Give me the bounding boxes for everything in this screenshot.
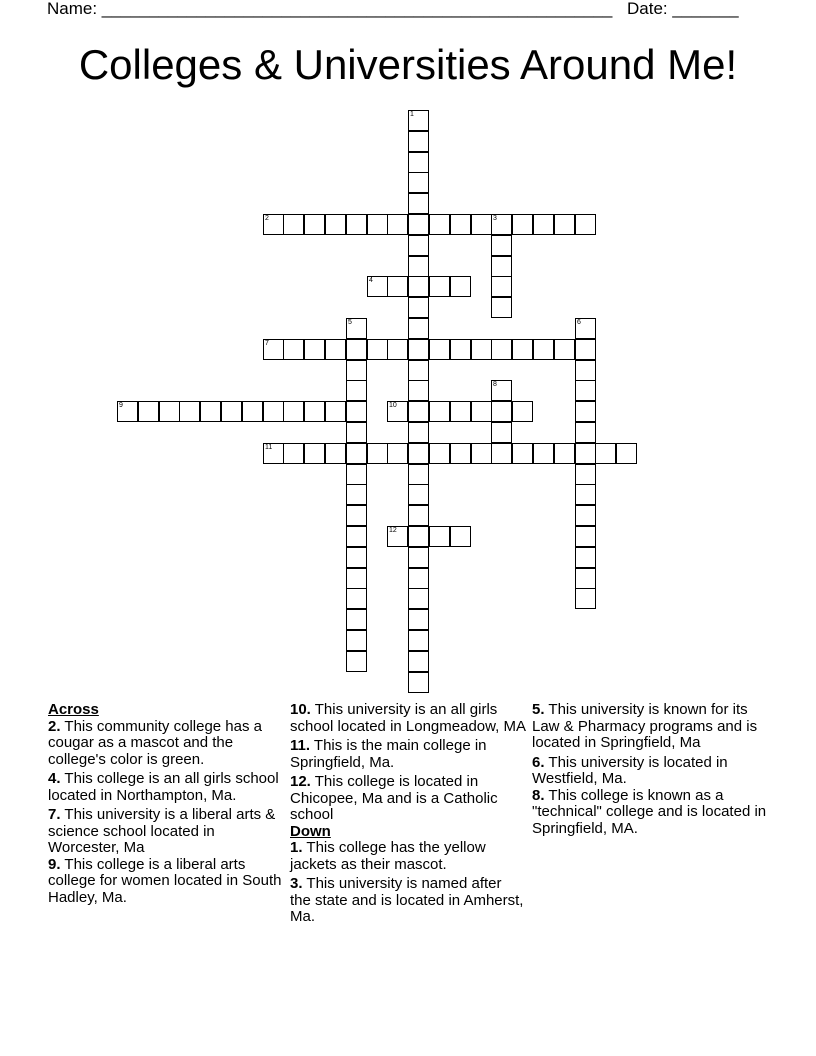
crossword-cell[interactable] <box>346 360 367 381</box>
clue-across-10 <box>290 702 526 735</box>
crossword-cell[interactable] <box>325 401 346 422</box>
crossword-cell[interactable] <box>325 339 346 360</box>
clue-text: This university is known for its Law & Pharmacy programs and is located in Springfield, Ma <box>532 701 758 751</box>
crossword-cell[interactable] <box>283 339 304 360</box>
crossword-cell[interactable] <box>242 401 263 422</box>
crossword-cell[interactable] <box>346 422 367 443</box>
crossword-cell[interactable] <box>575 464 596 485</box>
crossword-cell[interactable] <box>138 401 159 422</box>
crossword-cell[interactable] <box>387 339 408 360</box>
crossword-cell[interactable] <box>408 588 429 609</box>
crossword-cell[interactable] <box>325 214 346 235</box>
crossword-cell[interactable] <box>408 276 429 297</box>
crossword-cell[interactable] <box>491 443 512 464</box>
clue-number: 6. <box>532 753 545 771</box>
clue-text: This college is known as a "technical" college and is located in Springfield, MA. <box>532 786 767 837</box>
crossword-cell[interactable] <box>450 276 471 297</box>
crossword-cell[interactable] <box>367 276 388 297</box>
crossword-cell[interactable] <box>408 630 429 651</box>
crossword-cell[interactable] <box>575 484 596 505</box>
clue-number: 3. <box>290 875 303 892</box>
crossword-cell[interactable] <box>408 235 429 256</box>
crossword-cell[interactable] <box>408 110 429 131</box>
clue-number: 2. <box>48 717 61 735</box>
crossword-cell[interactable] <box>491 235 512 256</box>
clue-down-6 <box>532 755 768 788</box>
crossword-cell[interactable] <box>429 526 450 547</box>
crossword-cell[interactable] <box>408 505 429 526</box>
crossword-cell[interactable] <box>491 401 512 422</box>
crossword-cell[interactable] <box>471 443 492 464</box>
crossword-cell[interactable] <box>575 568 596 589</box>
crossword-cell[interactable] <box>408 443 429 464</box>
crossword-cell[interactable] <box>263 401 284 422</box>
crossword-cell[interactable] <box>408 152 429 173</box>
crossword-cell[interactable] <box>367 443 388 464</box>
crossword-cell[interactable] <box>408 318 429 339</box>
clue-text: This college is a liberal arts college for women located in South Hadley, Ma. <box>48 855 282 906</box>
clue-across-9 <box>48 857 284 907</box>
crossword-cell[interactable] <box>408 651 429 672</box>
crossword-cell[interactable] <box>387 276 408 297</box>
crossword-cell[interactable] <box>367 339 388 360</box>
crossword-cell[interactable] <box>346 588 367 609</box>
crossword-cell[interactable] <box>408 214 429 235</box>
cell-number: 4 <box>369 277 373 284</box>
clue-number: 8. <box>532 786 545 804</box>
crossword-cell[interactable] <box>387 443 408 464</box>
crossword-cell[interactable] <box>575 214 596 235</box>
clue-number: 9. <box>48 855 61 873</box>
crossword-cell[interactable] <box>533 214 554 235</box>
crossword-cell[interactable] <box>471 214 492 235</box>
crossword-cell[interactable] <box>117 401 138 422</box>
crossword-cell[interactable] <box>283 443 304 464</box>
crossword-cell[interactable] <box>408 339 429 360</box>
crossword-cell[interactable] <box>304 339 325 360</box>
crossword-cell[interactable] <box>595 443 616 464</box>
crossword-cell[interactable] <box>408 172 429 193</box>
crossword-cell[interactable] <box>408 360 429 381</box>
crossword-cell[interactable] <box>575 318 596 339</box>
clue-across-12 <box>290 774 526 824</box>
crossword-cell[interactable] <box>450 214 471 235</box>
crossword-cell[interactable] <box>346 339 367 360</box>
crossword-cell[interactable] <box>408 526 429 547</box>
crossword-cell[interactable] <box>554 443 575 464</box>
crossword-cell[interactable] <box>346 630 367 651</box>
crossword-cell[interactable] <box>575 526 596 547</box>
crossword-cell[interactable] <box>263 339 284 360</box>
clue-down-1 <box>290 840 526 873</box>
crossword-cell[interactable] <box>450 339 471 360</box>
crossword-cell[interactable] <box>616 443 637 464</box>
clue-number: 1. <box>290 839 303 856</box>
clue-text: This university is a liberal arts & science school located in Worcester, Ma <box>48 806 276 856</box>
cell-number: 7 <box>265 340 269 347</box>
crossword-cell[interactable] <box>346 484 367 505</box>
clue-number: 5. <box>532 701 545 718</box>
crossword-cell[interactable] <box>512 214 533 235</box>
cell-number: 8 <box>493 381 497 388</box>
crossword-cell[interactable] <box>575 380 596 401</box>
crossword-cell[interactable] <box>200 401 221 422</box>
crossword-cell[interactable] <box>408 256 429 277</box>
clue-column-1 <box>48 702 284 909</box>
name-field-label: Name: ______________________________________________________ <box>47 0 613 18</box>
crossword-cell[interactable] <box>471 401 492 422</box>
clue-column-3 <box>532 702 768 840</box>
cell-number: 12 <box>389 527 397 534</box>
clue-across-11 <box>290 738 526 771</box>
crossword-cell[interactable] <box>429 401 450 422</box>
cell-number: 11 <box>265 444 273 451</box>
cell-number: 9 <box>119 402 123 409</box>
across-heading: Across <box>48 701 99 718</box>
crossword-cell[interactable] <box>491 380 512 401</box>
date-field-label: Date: _______ <box>627 0 739 18</box>
cell-number: 10 <box>389 402 397 409</box>
crossword-cell[interactable] <box>408 672 429 693</box>
clue-text: This college is an all girls school located in Northampton, Ma. <box>48 770 279 804</box>
crossword-cell[interactable] <box>179 401 200 422</box>
crossword-cell[interactable] <box>533 339 554 360</box>
crossword-cell[interactable] <box>429 214 450 235</box>
crossword-cell[interactable] <box>575 360 596 381</box>
crossword-cell[interactable] <box>408 568 429 589</box>
clue-across-7 <box>48 807 284 857</box>
crossword-cell[interactable] <box>408 422 429 443</box>
crossword-cell[interactable] <box>387 214 408 235</box>
crossword-cell[interactable] <box>346 651 367 672</box>
crossword-cell[interactable] <box>512 401 533 422</box>
crossword-cell[interactable] <box>408 297 429 318</box>
crossword-cell[interactable] <box>491 276 512 297</box>
crossword-cell[interactable] <box>408 547 429 568</box>
crossword-cell[interactable] <box>429 443 450 464</box>
clue-text: This is the main college in Springfield, Ma. <box>290 737 487 771</box>
crossword-cell[interactable] <box>346 568 367 589</box>
cell-number: 2 <box>265 215 269 222</box>
crossword-cell[interactable] <box>304 401 325 422</box>
down-heading: Down <box>290 822 331 840</box>
clue-text: This university is named after the state and is located in Amherst, Ma. <box>290 875 524 925</box>
clue-text: This college is located in Chicopee, Ma and is a Catholic school <box>290 773 498 823</box>
crossword-cell[interactable] <box>346 547 367 568</box>
clue-down-3 <box>290 876 526 926</box>
crossword-cell[interactable] <box>408 193 429 214</box>
crossword-cell[interactable] <box>491 297 512 318</box>
clue-text: This university is an all girls school located in Longmeadow, MA <box>290 701 526 735</box>
crossword-cell[interactable] <box>346 318 367 339</box>
clue-number: 11. <box>290 737 311 754</box>
crossword-cell[interactable] <box>346 526 367 547</box>
crossword-cell[interactable] <box>408 464 429 485</box>
crossword-cell[interactable] <box>471 339 492 360</box>
clue-number: 7. <box>48 806 61 823</box>
crossword-cell[interactable] <box>575 588 596 609</box>
crossword-cell[interactable] <box>429 339 450 360</box>
crossword-cell[interactable] <box>450 443 471 464</box>
crossword-cell[interactable] <box>387 526 408 547</box>
cell-number: 5 <box>348 319 352 326</box>
clue-across-2 <box>48 719 284 769</box>
crossword-cell[interactable] <box>304 443 325 464</box>
crossword-cell[interactable] <box>575 422 596 443</box>
clue-column-2 <box>290 702 526 929</box>
clue-number: 12. <box>290 773 311 790</box>
clue-text: This community college has a cougar as a mascot and the college's color is green. <box>48 717 262 768</box>
clue-text: This university is located in Westfield, Ma. <box>532 753 728 787</box>
crossword-cell[interactable] <box>221 401 242 422</box>
crossword-cell[interactable] <box>159 401 180 422</box>
crossword-cell[interactable] <box>325 443 346 464</box>
crossword-cell[interactable] <box>408 380 429 401</box>
crossword-cell[interactable] <box>450 526 471 547</box>
crossword-cell[interactable] <box>450 401 471 422</box>
crossword-cell[interactable] <box>387 401 408 422</box>
crossword-cell[interactable] <box>554 214 575 235</box>
crossword-cell[interactable] <box>346 380 367 401</box>
crossword-cell[interactable] <box>346 443 367 464</box>
cell-number: 3 <box>493 215 497 222</box>
crossword-cell[interactable] <box>346 214 367 235</box>
crossword-cell[interactable] <box>346 464 367 485</box>
crossword-cell[interactable] <box>554 339 575 360</box>
clue-down-5 <box>532 702 768 752</box>
crossword-cell[interactable] <box>491 422 512 443</box>
crossword-cell[interactable] <box>408 401 429 422</box>
crossword-cell[interactable] <box>283 401 304 422</box>
clue-across-4 <box>48 771 284 804</box>
crossword-cell[interactable] <box>304 214 325 235</box>
crossword-cell[interactable] <box>575 547 596 568</box>
cell-number: 1 <box>410 111 414 118</box>
crossword-cell[interactable] <box>491 256 512 277</box>
crossword-cell[interactable] <box>575 339 596 360</box>
crossword-cell[interactable] <box>408 484 429 505</box>
clue-number: 10. <box>290 701 311 718</box>
crossword-cell[interactable] <box>512 443 533 464</box>
crossword-cell[interactable] <box>367 214 388 235</box>
crossword-cell[interactable] <box>263 443 284 464</box>
clue-text: This college has the yellow jackets as their mascot. <box>290 839 486 873</box>
crossword-cell[interactable] <box>346 401 367 422</box>
crossword-cell[interactable] <box>346 505 367 526</box>
cell-number: 6 <box>577 319 581 326</box>
page-title: Colleges & Universities Around Me! <box>78 41 738 88</box>
crossword-cell[interactable] <box>263 214 284 235</box>
clue-number: 4. <box>48 770 61 787</box>
crossword-cell[interactable] <box>346 609 367 630</box>
crossword-cell[interactable] <box>491 339 512 360</box>
crossword-cell[interactable] <box>491 214 512 235</box>
crossword-cell[interactable] <box>283 214 304 235</box>
crossword-cell[interactable] <box>429 276 450 297</box>
crossword-cell[interactable] <box>575 401 596 422</box>
crossword-cell[interactable] <box>408 609 429 630</box>
crossword-cell[interactable] <box>408 131 429 152</box>
crossword-cell[interactable] <box>533 443 554 464</box>
crossword-cell[interactable] <box>575 505 596 526</box>
crossword-cell[interactable] <box>512 339 533 360</box>
crossword-cell[interactable] <box>575 443 596 464</box>
clue-down-8 <box>532 788 768 838</box>
